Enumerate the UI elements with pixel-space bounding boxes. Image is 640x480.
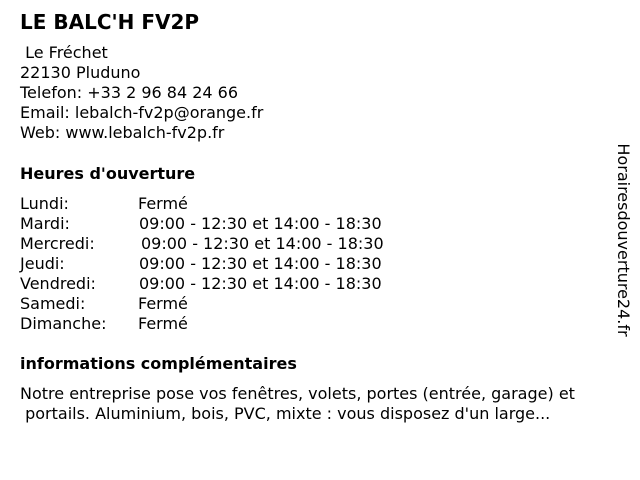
watermark-text: Horairesdouverture24.fr (614, 143, 633, 337)
day-label: Lundi: (20, 194, 69, 213)
email-address: Email: lebalch-fv2p@orange.fr (20, 103, 264, 122)
description-line-1: Notre entreprise pose vos fenêtres, volets, portes (entrée, garage) et (20, 384, 575, 403)
day-hours: 09:00 - 12:30 et 14:00 - 18:30 (139, 254, 382, 273)
day-hours: 09:00 - 12:30 et 14:00 - 18:30 (141, 234, 384, 253)
opening-hours-heading: Heures d'ouverture (20, 164, 196, 183)
day-hours: Fermé (138, 294, 188, 313)
address-line-1: Le Fréchet (20, 43, 108, 62)
day-label: Vendredi: (20, 274, 96, 293)
contact-block (20, 43, 263, 143)
day-label: Mardi: (20, 214, 70, 233)
address-line-2: 22130 Pluduno (20, 63, 141, 82)
day-label: Jeudi: (20, 254, 65, 273)
description-line-2: portails. Aluminium, bois, PVC, mixte : vous disposez d'un large... (20, 404, 551, 423)
day-hours: 09:00 - 12:30 et 14:00 - 18:30 (139, 274, 382, 293)
day-label: Mercredi: (20, 234, 95, 253)
day-label: Dimanche: (20, 314, 107, 333)
business-description (20, 384, 630, 424)
day-label: Samedi: (20, 294, 86, 313)
business-name: LE BALC'H FV2P (20, 10, 200, 34)
additional-info-heading: informations complémentaires (20, 354, 297, 373)
day-hours: Fermé (138, 194, 188, 213)
website-address: Web: www.lebalch-fv2p.fr (20, 123, 225, 142)
day-hours: 09:00 - 12:30 et 14:00 - 18:30 (139, 214, 382, 233)
day-hours: Fermé (138, 314, 188, 333)
phone-number: Telefon: +33 2 96 84 24 66 (20, 83, 239, 102)
